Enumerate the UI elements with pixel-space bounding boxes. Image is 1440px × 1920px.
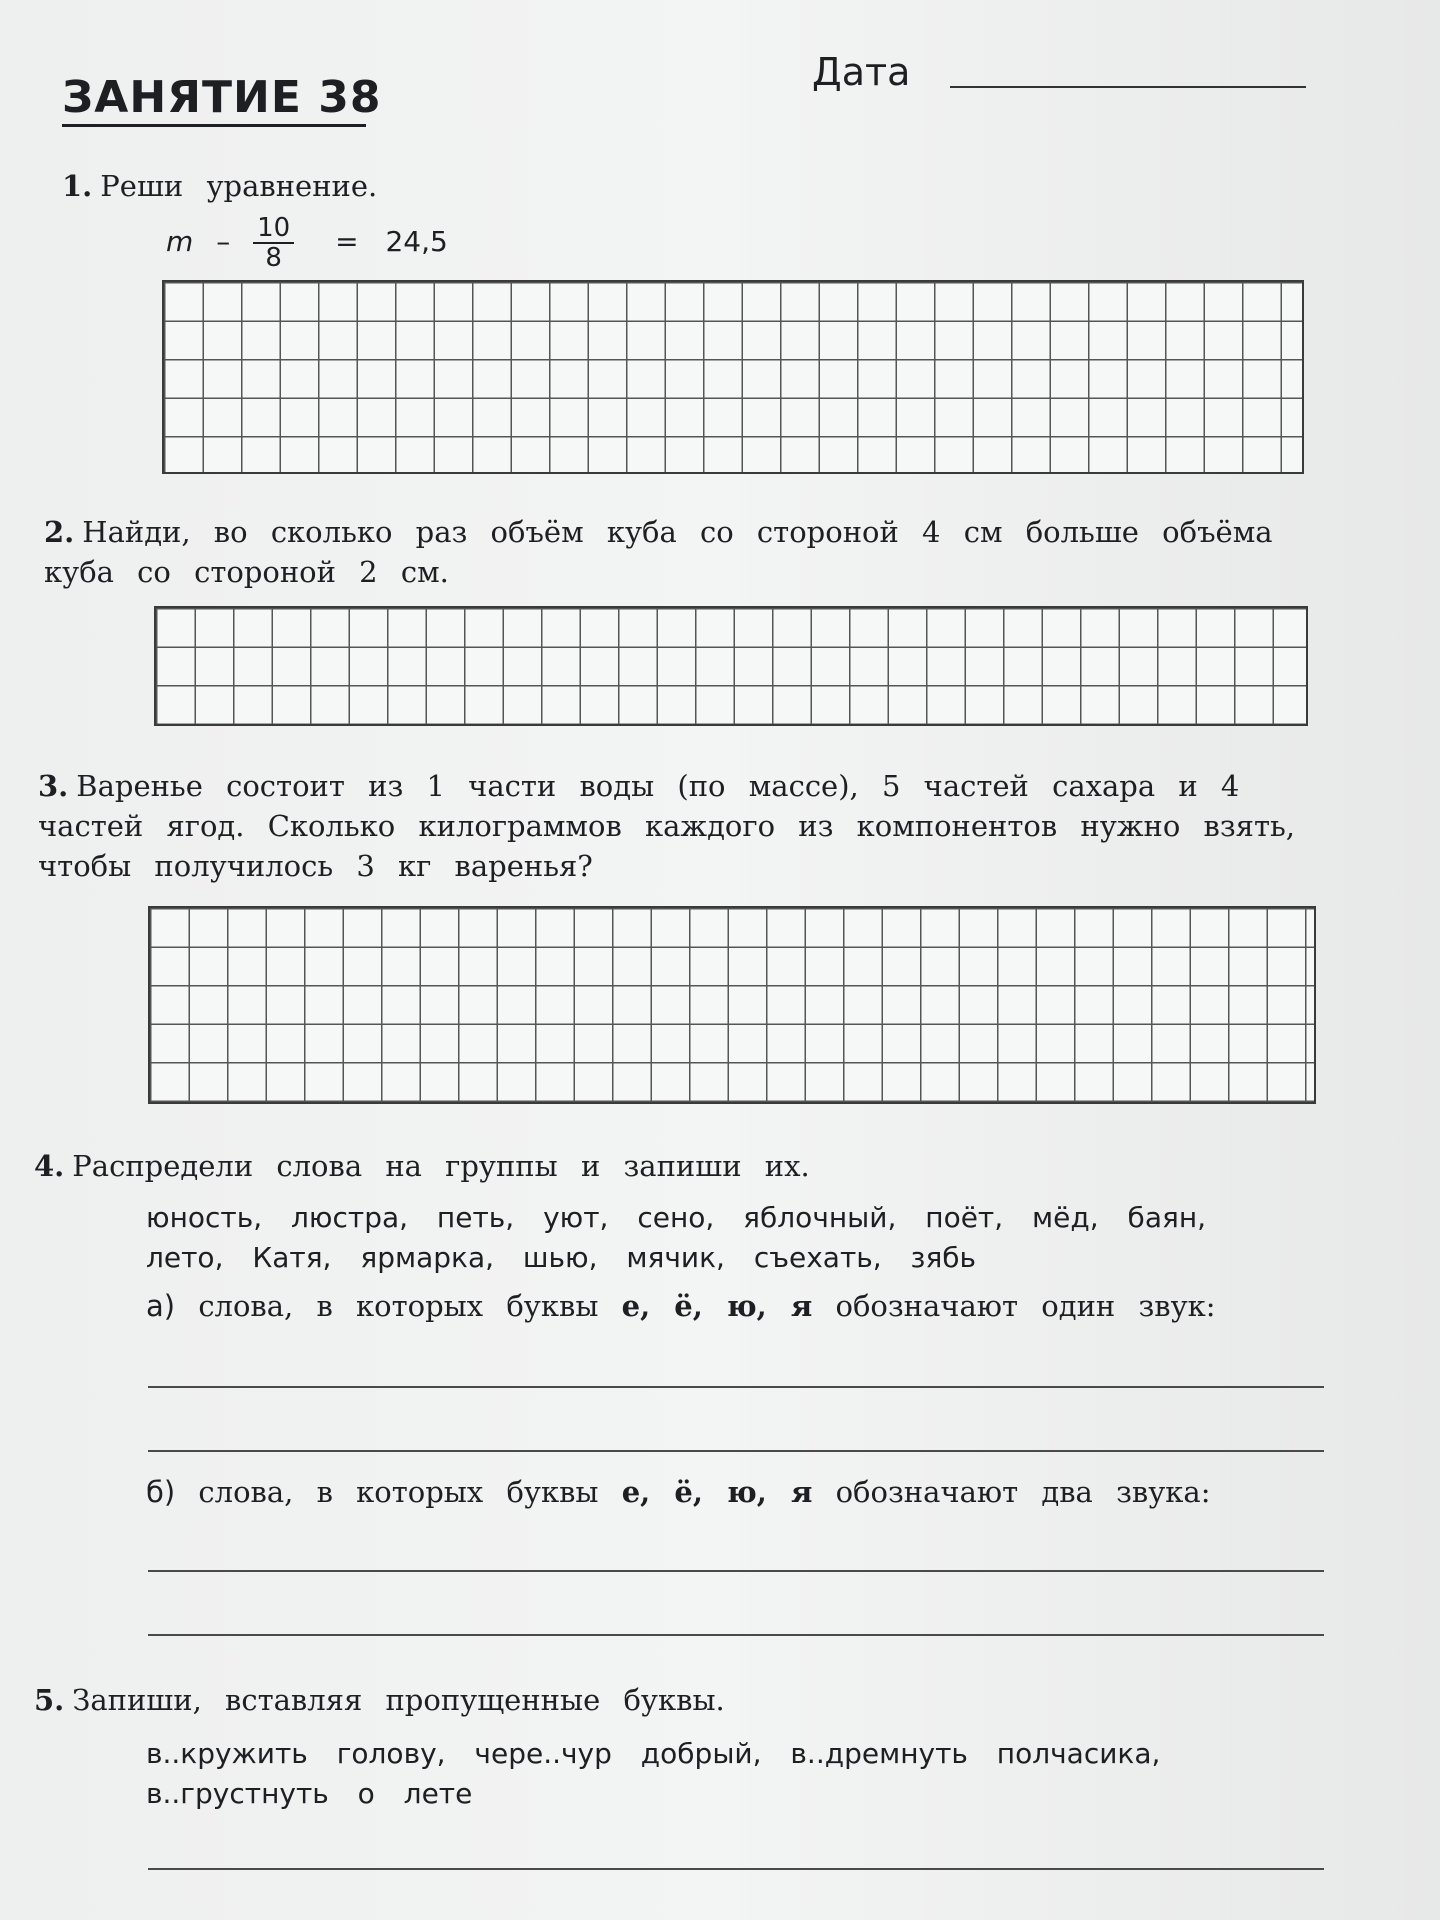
task-3-number: 3. bbox=[38, 769, 69, 803]
date-label: Дата bbox=[812, 50, 911, 94]
equation-result: 24,5 bbox=[385, 225, 448, 258]
task-5-answer-line[interactable] bbox=[148, 1868, 1324, 1870]
equation-minus: – bbox=[216, 225, 231, 258]
task-3-answer-grid[interactable] bbox=[148, 906, 1316, 1104]
part-b-letters: е, ё, ю, я bbox=[621, 1475, 813, 1509]
equation-variable: m bbox=[166, 225, 194, 258]
task-3-prompt bbox=[38, 766, 1318, 886]
task-1-number: 1. bbox=[62, 169, 93, 203]
task-5-phrases bbox=[146, 1734, 1326, 1814]
task-5-text: Запиши, вставляя пропущенные буквы. bbox=[72, 1683, 725, 1717]
task-4-prompt bbox=[34, 1146, 1314, 1186]
task-2-prompt bbox=[44, 512, 1304, 592]
part-a-text: слова, в которых буквы bbox=[198, 1289, 599, 1323]
task-4-words-line-1: юность, люстра, петь, уют, сено, яблочный, поёт, мёд, баян, bbox=[146, 1201, 1207, 1234]
task-5-line-1: в..кружить голову, чере..чур добрый, в..дремнуть полчасика, bbox=[146, 1737, 1161, 1770]
equation-fraction bbox=[253, 214, 294, 272]
task-2-text: Найди, во сколько раз объём куба со стороной 4 см больше объёма куба со стороной 2 см. bbox=[44, 515, 1273, 589]
task-2-number: 2. bbox=[44, 515, 75, 549]
part-a-answer-line-1[interactable] bbox=[148, 1386, 1324, 1388]
task-4-number: 4. bbox=[34, 1149, 65, 1183]
equation-equals: = bbox=[335, 225, 359, 258]
task-4-words-line-2: лето, Катя, ярмарка, шью, мячик, съехать, зябь bbox=[146, 1241, 977, 1274]
task-3-text: Варенье состоит из 1 части воды (по массе), 5 частей сахара и 4 частей ягод. Сколько килограммов каждого из компонентов нужно взять, чтобы получилось 3 кг варенья? bbox=[38, 769, 1295, 883]
title-underline bbox=[62, 124, 366, 127]
part-b-label: б) bbox=[146, 1475, 176, 1509]
task-5-prompt bbox=[34, 1680, 1314, 1720]
task-4-text: Распредели слова на группы и запиши их. bbox=[72, 1149, 810, 1183]
part-b-text: слова, в которых буквы bbox=[198, 1475, 599, 1509]
task-4-words bbox=[146, 1198, 1326, 1278]
part-b-end: обозначают два звука: bbox=[835, 1475, 1211, 1509]
fraction-numerator: 10 bbox=[253, 214, 294, 244]
task-1-prompt bbox=[62, 166, 377, 206]
task-1-equation bbox=[166, 214, 448, 272]
task-1-answer-grid[interactable] bbox=[162, 280, 1304, 474]
part-b-answer-line-2[interactable] bbox=[148, 1634, 1324, 1636]
fraction-denominator: 8 bbox=[265, 243, 282, 273]
part-a-end: обозначают один звук: bbox=[835, 1289, 1216, 1323]
part-a-label: а) bbox=[146, 1289, 176, 1323]
task-1-text: Реши уравнение. bbox=[100, 169, 378, 203]
part-b-answer-line-1[interactable] bbox=[148, 1570, 1324, 1572]
task-4-part-b bbox=[146, 1472, 1326, 1512]
task-4-part-a bbox=[146, 1286, 1326, 1326]
date-field[interactable] bbox=[950, 86, 1306, 88]
task-5-number: 5. bbox=[34, 1683, 65, 1717]
part-a-answer-line-2[interactable] bbox=[148, 1450, 1324, 1452]
part-a-letters: е, ё, ю, я bbox=[621, 1289, 813, 1323]
task-2-answer-grid[interactable] bbox=[154, 606, 1308, 726]
lesson-title: ЗАНЯТИЕ 38 bbox=[62, 72, 382, 123]
task-5-line-2: в..грустнуть о лете bbox=[146, 1777, 473, 1810]
